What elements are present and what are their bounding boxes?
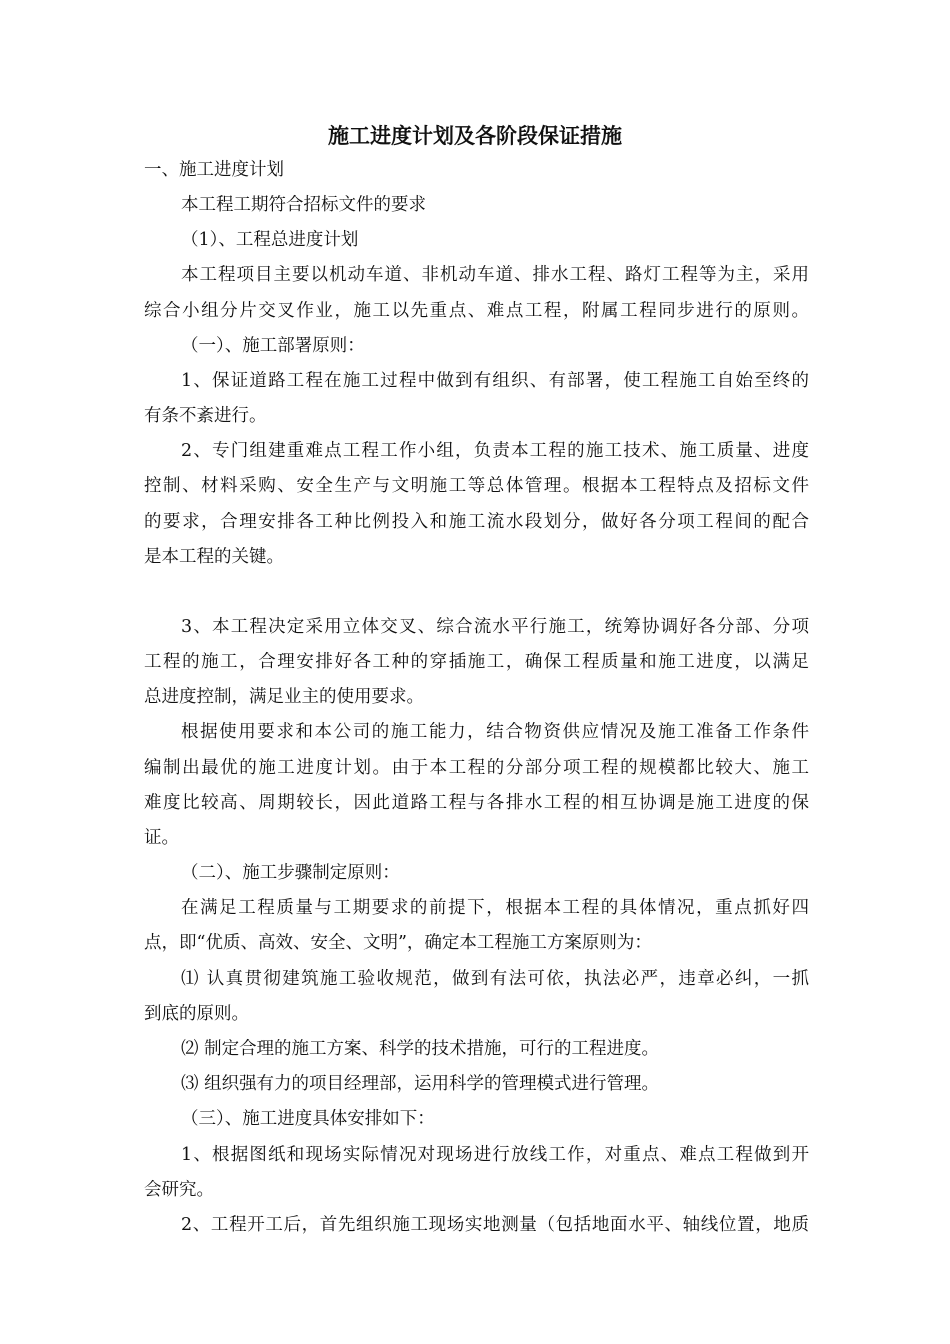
paragraph-line: 根据使用要求和本公司的施工能力，结合物资供应情况及施工准备工作条件 (181, 722, 809, 742)
list-item-line: ⑴ 认真贯彻建筑施工验收规范，做到有法可依，执法必严，违章必纠，一抓 (181, 969, 809, 989)
paragraph-line: 是本工程的关键。 (144, 547, 284, 567)
paragraph-line: 点，即“优质、高效、安全、文明”，确定本工程施工方案原则为： (144, 933, 652, 953)
paragraph-line: 难度比较高、周期较长，因此道路工程与各排水工程的相互协调是施工进度的保 (144, 793, 809, 813)
paragraph-line: 总进度控制，满足业主的使用要求。 (144, 687, 424, 707)
paragraph-line: 在满足工程质量与工期要求的前提下，根据本工程的具体情况，重点抓好四 (181, 898, 809, 918)
list-item-line: ⑵ 制定合理的施工方案、科学的技术措施，可行的工程进度。 (181, 1039, 660, 1059)
paragraph-line: 本工程工期符合招标文件的要求 (181, 195, 426, 215)
list-item-line: ⑶ 组织强有力的项目经理部，运用科学的管理模式进行管理。 (181, 1074, 660, 1094)
paragraph-line: 2、工程开工后，首先组织施工现场实地测量（包括地面水平、轴线位置，地质 (181, 1215, 809, 1235)
document-title: 施工进度计划及各阶段保证措施 (328, 123, 622, 148)
paragraph-line: 工程的施工，合理安排好各工种的穿插施工，确保工程质量和施工进度，以满足 (144, 652, 809, 672)
paragraph-line: 的要求，合理安排各工种比例投入和施工流水段划分，做好各分项工程间的配合 (144, 512, 809, 532)
subsection-heading: （1）、工程总进度计划 (181, 230, 359, 250)
paragraph-line: 1、保证道路工程在施工过程中做到有组织、有部署，使工程施工自始至终的 (181, 371, 809, 391)
paragraph-line: 证。 (144, 828, 179, 848)
paragraph-line: 会研究。 (144, 1180, 214, 1200)
section-heading-schedule: 一、施工进度计划 (144, 160, 284, 180)
paragraph-line: 2、专门组建重难点工程工作小组，负责本工程的施工技术、施工质量、进度 (181, 441, 809, 461)
paragraph-line: 3、本工程决定采用立体交叉、综合流水平行施工，统筹协调好各分部、分项 (181, 617, 809, 637)
subsection-heading: （一）、施工部署原则： (181, 336, 365, 356)
paragraph-line: 1、根据图纸和现场实际情况对现场进行放线工作，对重点、难点工程做到开 (181, 1145, 809, 1165)
paragraph-line: 有条不紊进行。 (144, 406, 267, 426)
subsection-heading: （三）、施工进度具体安排如下： (181, 1109, 435, 1129)
paragraph-line: 编制出最优的施工进度计划。由于本工程的分部分项工程的规模都比较大、施工 (144, 758, 809, 778)
paragraph-line: 本工程项目主要以机动车道、非机动车道、排水工程、路灯工程等为主，采用 (181, 265, 809, 285)
list-item-line: 到底的原则。 (144, 1004, 249, 1024)
paragraph-line: 控制、材料采购、安全生产与文明施工等总体管理。根据本工程特点及招标文件 (144, 476, 809, 496)
paragraph-line: 综合小组分片交叉作业，施工以先重点、难点工程，附属工程同步进行的原则。 (144, 301, 809, 321)
subsection-heading: （二）、施工步骤制定原则： (181, 863, 400, 883)
